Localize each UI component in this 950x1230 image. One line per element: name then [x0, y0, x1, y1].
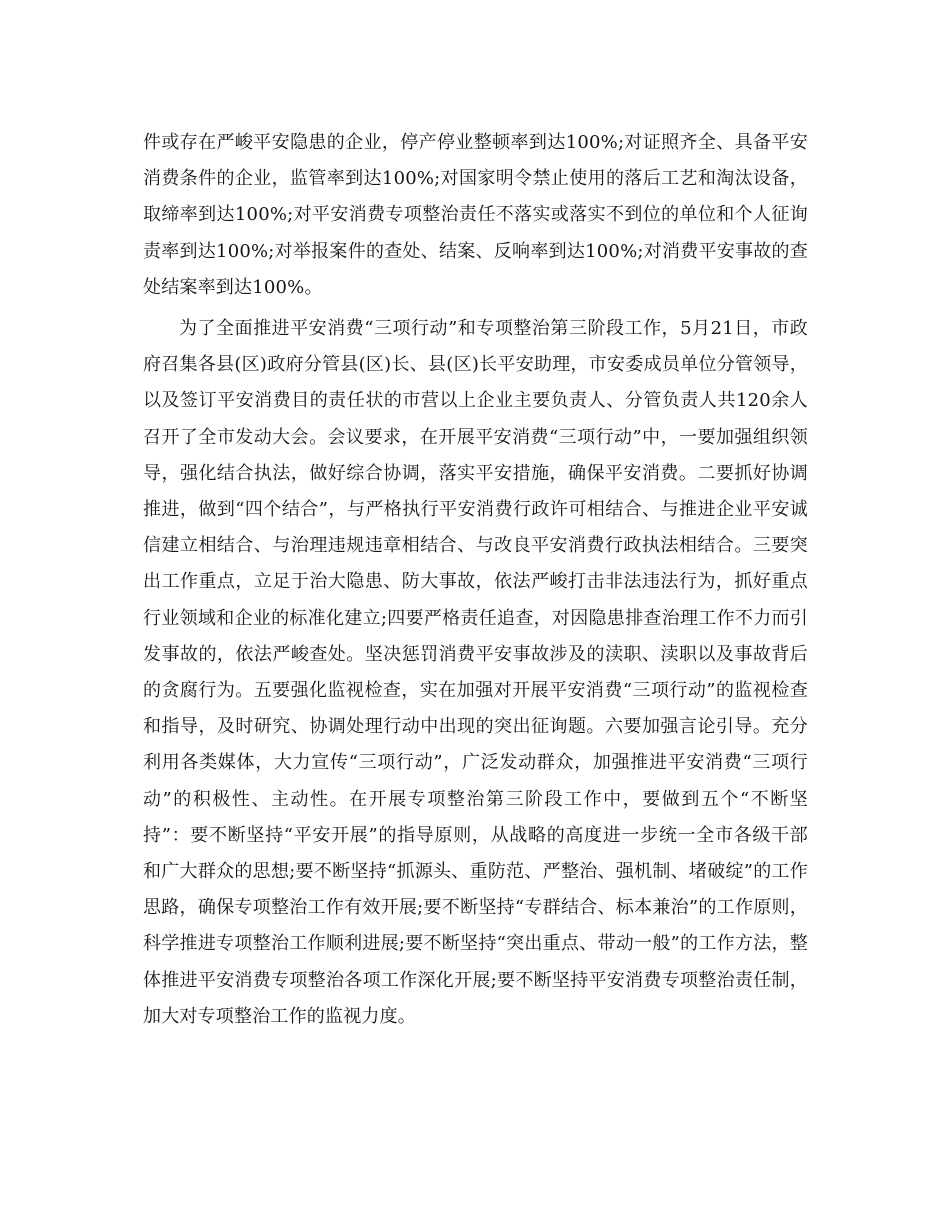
- paragraph-meeting: 为了全面推进平安消费“三项行动”和专项整治第三阶段工作，5月21日，市政府召集各县(区)政府分管县(区)长、县(区)长平安助理，市安委成员单位分管领导，以及签订平安消费目的责任状的市营以上企业主要负责人、分管负责人共120余人召开了全市发动大会。会议要求，在开展平安消费“三项行动”中，一要加强组织领导，强化结合执法，做好综合协调，落实平安措施，确保平安消费。二要抓好协调推进，做到“四个结合”，与严格执行平安消费行政许可相结合、与推进企业平安诚信建立相结合、与治理违规违章相结合、与改良平安消费行政执法相结合。三要突出工作重点，立足于治大隐患、防大事故，依法严峻打击非法违法行为，抓好重点行业领域和企业的标准化建立;四要严格责任追查，对因隐患排查治理工作不力而引发事故的，依法严峻查处。坚决惩罚消费平安事故涉及的渎职、渎职以及事故背后的贪腐行为。五要强化监视检查，实在加强对开展平安消费“三项行动”的监视检查和指导，及时研究、协调处理行动中出现的突出征询题。六要加强言论引导。充分利用各类媒体，大力宣传“三项行动”，广泛发动群众，加强推进平安消费“三项行动”的积极性、主动性。在开展专项整治第三阶段工作中，要做到五个“不断坚持”：要不断坚持“平安开展”的指导原则，从战略的高度进一步统一全市各级干部和广大群众的思想;要不断坚持“抓源头、重防范、严整治、强机制、堵破绽”的工作思路，确保专项整治工作有效开展;要不断坚持“专群结合、标本兼治”的工作原则，科学推进专项整治工作顺利进展;要不断坚持“突出重点、带动一般”的工作方法，整体推进平安消费专项整治各项工作深化开展;要不断坚持平安消费专项整治责任制，加大对专项整治工作的监视力度。: [143, 318, 808, 1027]
- document-body: [143, 125, 808, 1040]
- paragraph-continuation: 件或存在严峻平安隐患的企业，停产停业整顿率到达100%;对证照齐全、具备平安消费条件的企业，监管率到达100%;对国家明令禁止使用的落后工艺和淘汰设备，取缔率到达100%;对平安消费专项整治责任不落实或落实不到位的单位和个人征询责率到达100%;对举报案件的查处、结案、反响率到达100%;对消费平安事故的查处结案率到达100%。: [143, 132, 808, 298]
